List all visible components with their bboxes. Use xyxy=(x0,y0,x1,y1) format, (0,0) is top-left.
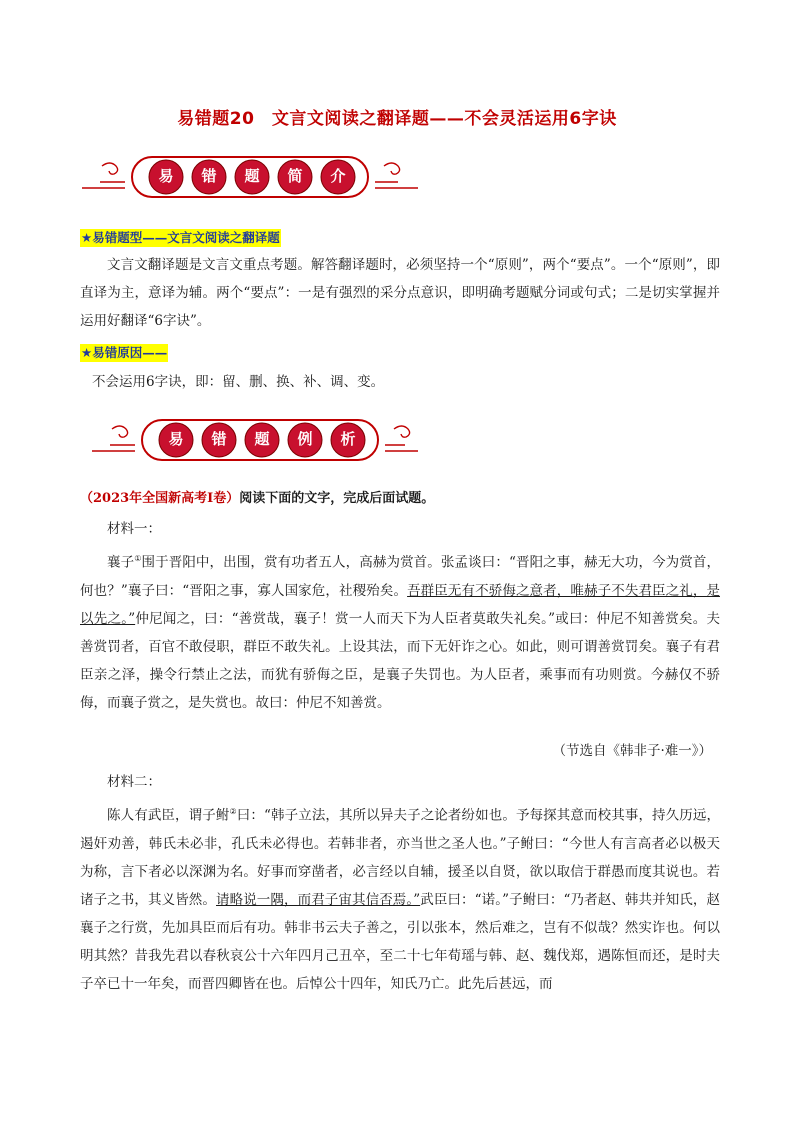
banner-char: 例 xyxy=(297,430,313,448)
banner-char: 介 xyxy=(330,167,346,185)
banner-intro-labels xyxy=(80,152,420,202)
banner-char: 易 xyxy=(168,430,184,448)
material-1-text: 襄子①围于晋阳中，出围，赏有功者五人，高赫为赏首。张孟谈曰：“晋阳之事，赫无大功，今为赏首，何也？”襄子曰：“晋阳之事，寡人国家危，社稷殆矣。吾群臣无有不骄侮之意者，唯赫子不失君臣之礼，是以先之。”仲尼闻之，曰：“善赏哉，襄子！赏一人而天下为人臣者莫敢失礼矣。”或曰：仲尼不知善赏矣。夫善赏罚者，百官不敢侵职，群臣不敢失礼。上设其法，而下无奸诈之心。如此，则可谓善赏罚矣。襄子有君臣亲之泽，操令行禁止之法，而犹有骄侮之臣，是襄子失罚也。为人臣者，乘事而有功则赏。今赫仅不骄侮，而襄子赏之，是失赏也。故曰：仲尼不知善赏。 xyxy=(80,554,720,711)
banner-char: 析 xyxy=(340,430,356,448)
exam-header xyxy=(80,485,720,513)
tag-question-type: ★易错题型——文言文阅读之翻译题 xyxy=(81,230,280,245)
banner-example-labels xyxy=(80,415,420,465)
material-2-label: 材料二： xyxy=(107,774,161,790)
banner-char: 题 xyxy=(244,167,260,185)
reason-text: 不会运用6字诀，即：留、删、换、补、调、变。 xyxy=(92,374,385,390)
banner-char: 简 xyxy=(287,167,303,185)
material-2-text: 陈人有武臣，谓子鲋②曰：“韩子立法，其所以异夫子之论者纷如也。予每探其意而校其事，持久历远，遏奸劝善，韩氏未必非，孔氏未必得也。若韩非者，亦当世之圣人也。”子鲋曰：“今世人有言高者必以极天为称，言下者必以深渊为名。好事而穿凿者，必言经以自辅，援圣以自贤，欲以取信于群愚而度其说也。若诸子之书，其义皆然。请略说一隅，而君子宙其信否焉。”武臣曰：“诺。”子鲋曰：“乃者赵、韩共并知氏，赵襄子之行赏，先加具臣而后有功。韩非书云夫子善之，引以张本，然后难之，岂有不似哉？然实诈也。何以明其然？昔我先君以春秋哀公十六年四月己丑卒，至二十七年荀瑶与韩、赵、魏伐郑，遇陈恒而还，是时夫子卒已十一年矣，而晋四卿皆在也。后悼公十四年，知氏乃亡。此先后甚远，而 xyxy=(80,807,720,992)
page-title: 易错题20 文言文阅读之翻译题——不会灵活运用6字诀 xyxy=(177,109,617,129)
exam-prompt: 阅读下面的文字，完成后面试题。 xyxy=(239,491,435,506)
intro-paragraph: 文言文翻译题是文言文重点考题。解答翻译题时，必须坚持一个“原则”，两个“要点”。一个“原则”，即直译为主，意译为辅。两个“要点”：一是有强烈的采分点意识，即明确考题赋分词或句式；二是切实掌握并运用好翻译“6字诀”。 xyxy=(80,257,720,329)
banner-char: 错 xyxy=(201,167,217,185)
banner-char: 易 xyxy=(158,167,174,185)
banner-char: 错 xyxy=(211,430,227,448)
material-1-label: 材料一： xyxy=(107,521,161,537)
exam-source: （2023年全国新高考Ⅰ卷） xyxy=(80,491,240,506)
underlined-sentence: 吾群臣无有不骄侮之意者，唯赫子不失君臣之礼，是以先之。” xyxy=(80,582,720,627)
underlined-sentence: 请略说一隅，而君子宙其信否焉。” xyxy=(216,891,421,908)
material-1-source: （节选自《韩非子·难一》） xyxy=(552,743,712,759)
tag-error-reason: ★易错原因—— xyxy=(81,345,168,360)
banner-char: 题 xyxy=(254,430,270,448)
